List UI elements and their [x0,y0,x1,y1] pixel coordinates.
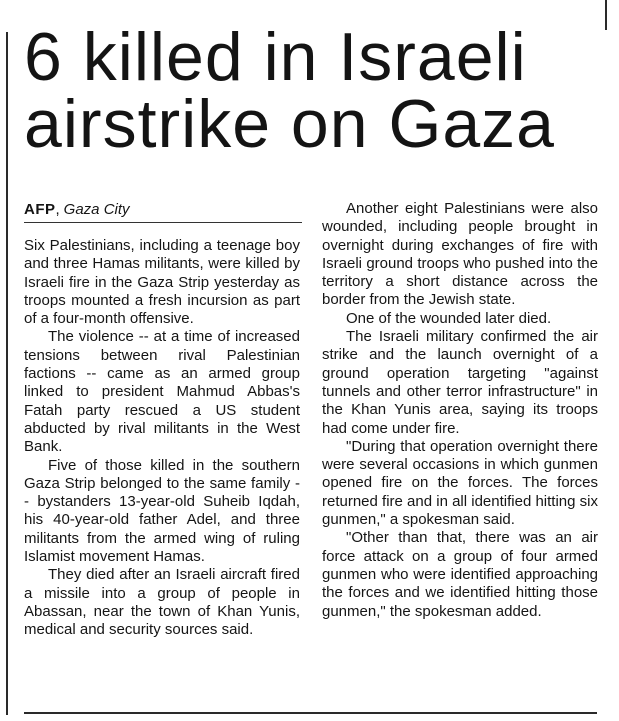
headline [24,19,604,162]
paragraph: Six Palestinians, including a teenage boy and three Hamas militants, were killed by Israeli fire in the Gaza Strip yesterday as troops mounted a fresh incursion as part of a four-month offensive. [24,237,300,328]
dateline: Gaza City [63,201,130,218]
paragraph: The Israeli military confirmed the air strike and the launch overnight of a ground operation targeting "against tunnels and other terror infrastructure" in the Khan Yunis area, saying its troops had come under fire. [322,328,598,437]
paragraph: Another eight Palestinians were also wounded, including people brought in overnight during exchanges of fire with Israeli ground troops who pushed into the territory a short distance across the border from the Jewish state. [322,200,598,309]
left-frame-rule [6,32,8,715]
paragraph: One of the wounded later died. [346,309,552,327]
headline-line-2: airstrike on Gaza [24,86,555,162]
paragraph: "During that operation overnight there were several occasions in which gunmen opened fire on the forces. The forces returned fire and in all identified hitting six gunmen," a spokesman said. [322,437,598,529]
paragraph: The violence -- at a time of increased tensions between rival Palestinian factions -- came as an armed group linked to president Mahmud Abbas's Fatah party rescued a US student abducted by rival militants in the West Bank. [24,328,300,456]
paragraph: "Other than that, there was an air force attack on a group of four armed gunmen who were identified approaching the forces and we identified hitting those gunmen," the spokesman added. [322,529,598,620]
paragraph: They died after an Israeli aircraft fired a missile into a group of people in Abassan, near the town of Khan Yunis, medical and security sources said. [24,566,300,639]
article-column-left [24,237,300,640]
headline-line-1: 6 killed in Israeli [24,19,527,95]
agency-name: AFP [24,201,56,218]
right-frame-rule [605,0,607,30]
byline: AFP, Gaza City [24,200,302,223]
paragraph: Five of those killed in the southern Gaza Strip belonged to the same family -- bystanders 13-year-old Suheib Iqdah, his 40-year-old father Adel, and three militants from the armed wing of ruling Islamist movement Hamas. [24,456,300,566]
bottom-rule [24,712,597,714]
article-column-right [322,200,598,621]
